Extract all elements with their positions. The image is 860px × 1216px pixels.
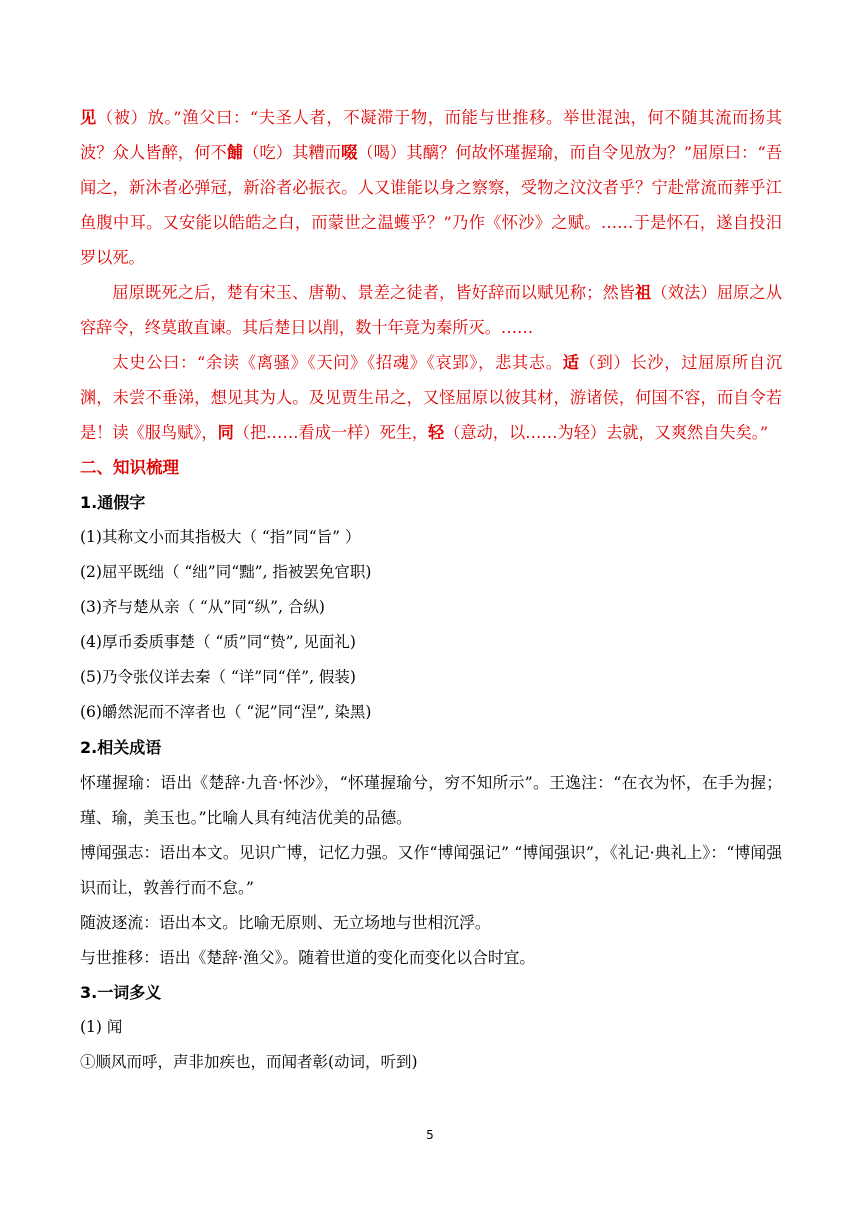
list-item: (6)皭然泥而不滓者也（ “泥”同“涅”, 染黑) [80,703,372,721]
list-item: (2)屈平既绌（ “绌”同“黜”, 指被罢免官职) [80,563,372,581]
idiom-entry: 博闻强志：语出本文。见识广博，记忆力强。又作“博闻强记” “博闻强识”，《礼记·典礼上》：“博闻强识而让，敦善行而不怠。” [80,843,782,897]
list-item: (5)乃令张仪详去秦（ “详”同“佯”, 假装) [80,668,356,686]
page-number: 5 [426,1128,434,1142]
keyword: 啜 [341,143,358,162]
keyword: 同 [217,423,234,442]
section-heading: 二、知识梳理 [80,458,179,477]
passage-paragraph-3 [80,345,782,450]
word-subheading: (1) 闻 [80,1018,123,1036]
keyword: 轻 [428,423,445,442]
list-item: (1)其称文小而其指极大（ “指”同“旨” ） [80,528,361,546]
text-run: （到）长沙，过屈原所自沉渊，未尝不垂涕，想见其为人。及见贾生吊之，又怪屈原以彼其材，游诸侯，何国不容，而自令若是！读《服鸟赋》， [80,353,783,442]
list-item: (4)厚币委质事楚（ “质”同“贽”, 见面礼) [80,633,356,651]
text-run: （喝）其醨？何故怀瑾握瑜，而自令见放为？”屈原曰：“吾闻之，新沐者必弹冠，新浴者必振衣。人又谁能以身之察察，受物之汶汶者乎？宁赴常流而葬乎江鱼腹中耳。又安能以皓皓之白，而蒙世之温蠖乎？”乃作《怀沙》之赋。……于是怀石，遂自投汨罗以死。 [80,143,783,267]
keyword: 祖 [635,283,652,302]
subheading-tongjiazi: 1.通假字 [80,493,146,512]
passage-paragraph-2 [80,275,782,345]
idiom-entry: 随波逐流：语出本文。比喻无原则、无立场地与世相沉浮。 [80,913,491,932]
keyword: 餔 [226,143,244,162]
text-run: （把……看成一样）死生， [233,423,429,442]
text-run: （意动，以……为轻）去就，又爽然自失矣。” [444,423,769,442]
keyword: 适 [562,353,580,372]
list-item: (3)齐与楚从亲（ “从”同“纵”, 合纵) [80,598,325,616]
idiom-entry: 怀瑾握瑜：语出《楚辞·九音·怀沙》，“怀瑾握瑜兮，穷不知所示”。王逸注：“在衣为怀，在手为握；瑾、瑜，美玉也。”比喻人具有纯洁优美的品德。 [80,773,782,827]
passage-paragraph-1 [80,100,782,275]
idiom-entry: 与世推移：语出《楚辞·渔父》。随着世道的变化而变化以合时宜。 [80,948,536,967]
list-item: ①顺风而呼，声非加疾也，而闻者彰(动词，听到) [80,1053,418,1071]
keyword: 见 [80,108,97,127]
text-run: （被）放。”渔父曰：“夫圣人者，不凝滞于物，而能与世推移。举世混浊，何不随其流而扬其波？众人皆醉，何不 [80,108,783,162]
subheading-chengyu: 2.相关成语 [80,738,162,757]
text-run: （效法）屈原之从容辞令，终莫敢直谏。其后楚日以削，数十年竟为秦所灭。…… [80,283,783,337]
subheading-duoyi: 3.一词多义 [80,983,162,1002]
text-run: 太史公曰：“余读《离骚》《天问》《招魂》《哀郢》，悲其志。 [112,353,563,372]
text-run: 屈原既死之后，楚有宋玉、唐勒、景差之徒者，皆好辞而以赋见称；然皆 [112,283,636,302]
text-run: （吃）其糟而 [243,143,342,162]
document-page [80,100,782,1080]
